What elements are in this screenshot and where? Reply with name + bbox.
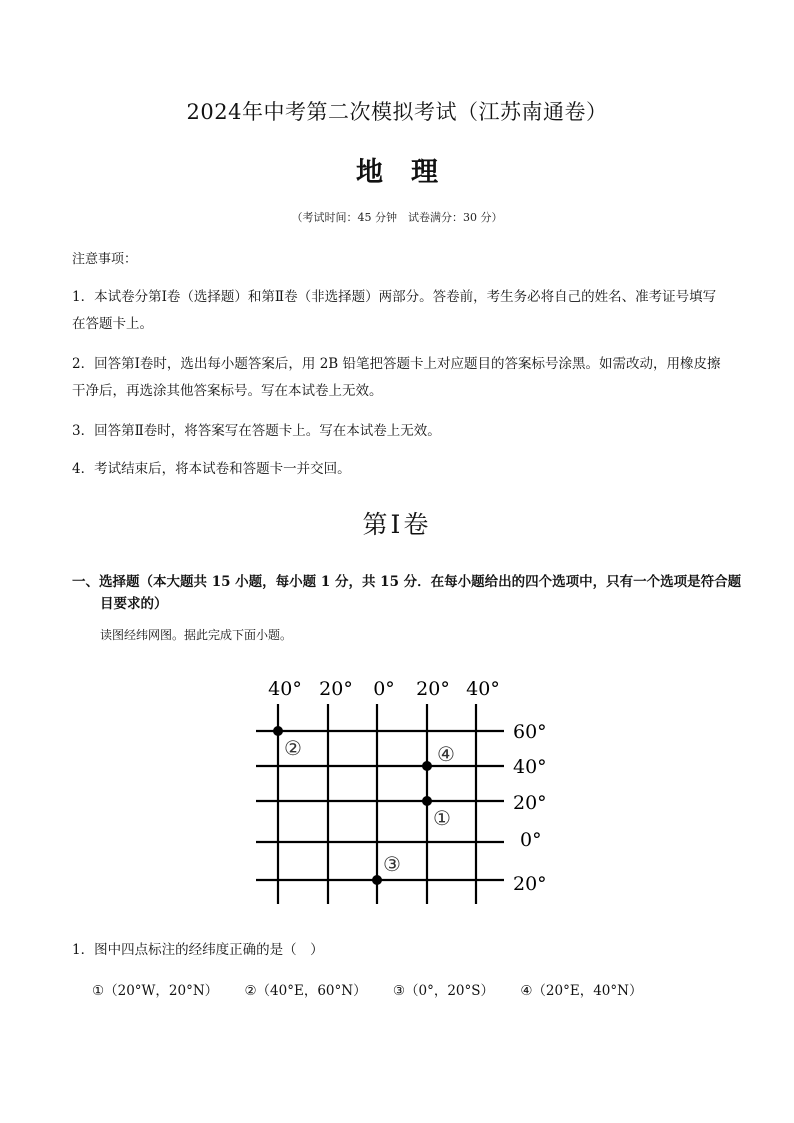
point-label: ① <box>433 806 451 830</box>
point-dot <box>372 875 382 885</box>
longitude-label: 40° <box>268 678 302 700</box>
point-dot <box>422 761 432 771</box>
notice-item-4: 4．考试结束后，将本试卷和答题卡一并交回。 <box>72 461 351 477</box>
section-title: 一、选择题（本大题共 15 小题，每小题 1 分，共 15 分．在每小题给出的四个选项中，只有一个选项是符合题目要求的） <box>72 574 742 612</box>
notice-item-1: 1．本试卷分第Ⅰ卷（选择题）和第Ⅱ卷（非选择题）两部分。答卷前，考生务必将自己的姓名、准考证号填写在答题卡上。 <box>72 289 717 332</box>
question-options <box>92 979 664 999</box>
option-4: ④（20°E，40°N） <box>520 983 643 999</box>
point-dot <box>422 796 432 806</box>
longitude-label: 20° <box>319 678 353 700</box>
point-label: ③ <box>383 852 401 876</box>
option-2: ②（40°E，60°N） <box>244 983 367 999</box>
notice-heading: 注意事项： <box>72 252 138 267</box>
latitude-label: 20° <box>513 873 547 895</box>
section-instruction: 读图经纬网图。据此完成下面小题。 <box>100 628 293 642</box>
exam-title: 2024年中考第二次模拟考试（江苏南通卷） <box>186 100 608 124</box>
latitude-label: 40° <box>513 756 547 778</box>
subject-title: 地理 <box>356 157 466 188</box>
exam-info: （考试时间：45 分钟 试卷满分：30 分） <box>291 211 503 224</box>
notice-item-2: 2．回答第Ⅰ卷时，选出每小题答案后，用 2B 铅笔把答题卡上对应题目的答案标号涂黑。如需改动，用橡皮擦干净后，再选涂其他答案标号。写在本试卷上无效。 <box>72 356 721 399</box>
graticule-map <box>250 672 550 912</box>
point-label: ② <box>284 736 302 760</box>
latitude-label: 20° <box>513 792 547 814</box>
longitude-label: 20° <box>416 678 450 700</box>
volume-title: 第Ⅰ卷 <box>362 510 432 539</box>
longitude-label: 40° <box>466 678 500 700</box>
latitude-label: 60° <box>513 721 547 743</box>
latitude-label: 0° <box>520 829 542 851</box>
option-1: ①（20°W，20°N） <box>92 983 219 999</box>
meridian-lines <box>278 704 476 904</box>
notice-item-3: 3．回答第Ⅱ卷时，将答案写在答题卡上。写在本试卷上无效。 <box>72 423 441 439</box>
point-dot <box>273 726 283 736</box>
option-3: ③（0°，20°S） <box>392 983 495 999</box>
question-stem: 1．图中四点标注的经纬度正确的是（ ） <box>72 942 324 958</box>
point-label: ④ <box>437 742 455 766</box>
longitude-label: 0° <box>373 678 395 700</box>
